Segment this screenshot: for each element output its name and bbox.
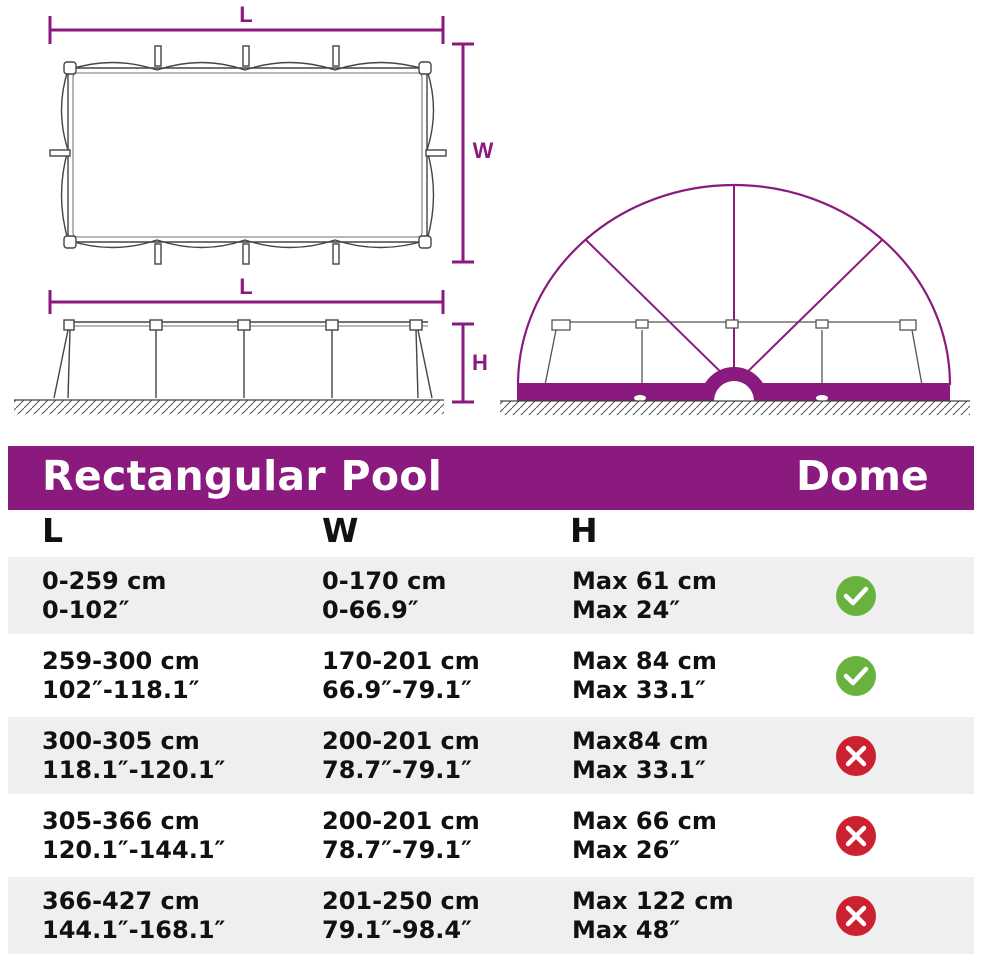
column-header-height: H <box>570 511 598 550</box>
cross-icon <box>836 816 876 856</box>
dome-column-header: Dome <box>796 452 929 500</box>
cross-icon <box>836 896 876 936</box>
width-cell: 201-250 cm 79.1″-98.4″ <box>322 887 480 944</box>
height-cell: Max 66 cm Max 26″ <box>572 807 717 864</box>
ground-left <box>14 400 444 414</box>
height-dimension <box>452 324 474 402</box>
top-view <box>50 46 446 264</box>
check-icon <box>836 656 876 696</box>
height-cell: Max 61 cm Max 24″ <box>572 567 717 624</box>
check-icon <box>836 576 876 616</box>
width-cell: 0-170 cm 0-66.9″ <box>322 567 447 624</box>
table-row <box>8 797 974 874</box>
column-header-length: L <box>42 511 64 550</box>
length-cell: 259-300 cm 102″-118.1″ <box>42 647 200 704</box>
table-row <box>8 637 974 714</box>
length-label-side: L <box>239 274 253 299</box>
width-label: W <box>472 138 494 163</box>
dome-view <box>517 185 950 401</box>
width-dimension <box>452 44 474 262</box>
length-cell: 0-259 cm 0-102″ <box>42 567 167 624</box>
width-cell: 200-201 cm 78.7″-79.1″ <box>322 727 480 784</box>
table-row <box>8 557 974 634</box>
table-title: Rectangular Pool <box>42 452 443 500</box>
length-label-top: L <box>239 2 253 27</box>
height-cell: Max 122 cm Max 48″ <box>572 887 734 944</box>
side-view <box>54 320 432 398</box>
height-cell: Max 84 cm Max 33.1″ <box>572 647 717 704</box>
width-cell: 170-201 cm 66.9″-79.1″ <box>322 647 480 704</box>
width-cell: 200-201 cm 78.7″-79.1″ <box>322 807 480 864</box>
cross-icon <box>836 736 876 776</box>
height-cell: Max84 cm Max 33.1″ <box>572 727 709 784</box>
length-cell: 366-427 cm 144.1″-168.1″ <box>42 887 226 944</box>
pool-diagram <box>0 0 983 430</box>
table-row <box>8 877 974 954</box>
height-label: H <box>472 350 488 375</box>
length-cell: 305-366 cm 120.1″-144.1″ <box>42 807 226 864</box>
table-row <box>8 717 974 794</box>
length-cell: 300-305 cm 118.1″-120.1″ <box>42 727 226 784</box>
ground-right <box>500 401 970 415</box>
column-header-width: W <box>322 511 359 550</box>
